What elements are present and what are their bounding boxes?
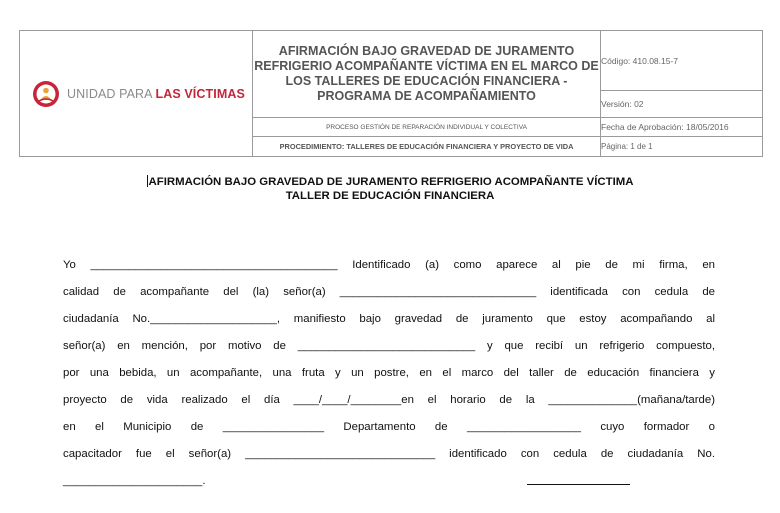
logo-text-bold: LAS VÍCTIMAS bbox=[155, 86, 245, 101]
body-line: en el Municipio de ________________ Departamento de __________________ cuyo formador o bbox=[63, 421, 715, 433]
document-title-line-1-text: AFIRMACIÓN BAJO GRAVEDAD DE JURAMENTO REFRIGERIO ACOMPAÑANTE VÍCTIMA bbox=[148, 176, 634, 188]
approval-date-cell: Fecha de Aprobación: 18/05/2016 bbox=[601, 118, 763, 137]
institution-logo bbox=[20, 80, 252, 108]
form-title-line: REFRIGERIO ACOMPAÑANTE VÍCTIMA EN EL MARCO DE bbox=[254, 59, 599, 73]
process-cell: PROCESO GESTIÓN DE REPARACIÓN INDIVIDUAL Y COLECTIVA bbox=[253, 118, 601, 137]
document-header-table bbox=[19, 30, 763, 157]
body-line: señor(a) en mención, por motivo de ____________________________ y que recibí un refrigerio compuesto, bbox=[63, 340, 715, 352]
body-line: ciudadanía No.____________________, manifiesto bajo gravedad de juramento que estoy acompañando al bbox=[63, 313, 715, 325]
body-line: capacitador fue el señor(a) ______________________________ identificado con cedula de ciudadanía No. bbox=[63, 448, 715, 460]
form-title bbox=[253, 31, 601, 118]
body-line: Yo _______________________________________ Identificado (a) como aparece al pie de mi firma, en bbox=[63, 259, 715, 271]
form-title-line: PROGRAMA DE ACOMPAÑAMIENTO bbox=[317, 89, 536, 103]
logo-wordmark bbox=[67, 87, 245, 101]
signature-line bbox=[527, 484, 630, 485]
body-line: ______________________. bbox=[63, 475, 206, 487]
text-cursor bbox=[147, 175, 148, 187]
document-title bbox=[0, 175, 780, 203]
document-title-line-2: TALLER DE EDUCACIÓN FINANCIERA bbox=[285, 190, 495, 202]
logo-cell bbox=[20, 31, 253, 157]
code-cell: Código: 410.08.15-7 bbox=[601, 31, 763, 91]
version-cell: Versión: 02 bbox=[601, 91, 763, 118]
body-line: proyecto de vida realizado el día ____/____/________en el horario de la ______________(mañana/tarde) bbox=[63, 394, 715, 406]
victims-unit-emblem-icon bbox=[32, 80, 60, 108]
body-line: calidad de acompañante del (la) señor(a) _______________________________ identificada con cedula de bbox=[63, 286, 715, 298]
form-title-line: LOS TALLERES DE EDUCACIÓN FINANCIERA - bbox=[285, 74, 568, 88]
document-title-line-1 bbox=[0, 175, 780, 189]
procedure-cell: PROCEDIMIENTO: TALLERES DE EDUCACIÓN FINANCIERA Y PROYECTO DE VIDA bbox=[253, 137, 601, 157]
logo-text-plain: UNIDAD PARA bbox=[67, 86, 156, 101]
body-line: por una bebida, un acompañante, una fruta y un postre, en el marco del taller de educación financiera y bbox=[63, 367, 715, 379]
page-number-cell: Página: 1 de 1 bbox=[601, 137, 763, 157]
form-title-line: AFIRMACIÓN BAJO GRAVEDAD DE JURAMENTO bbox=[278, 44, 575, 58]
